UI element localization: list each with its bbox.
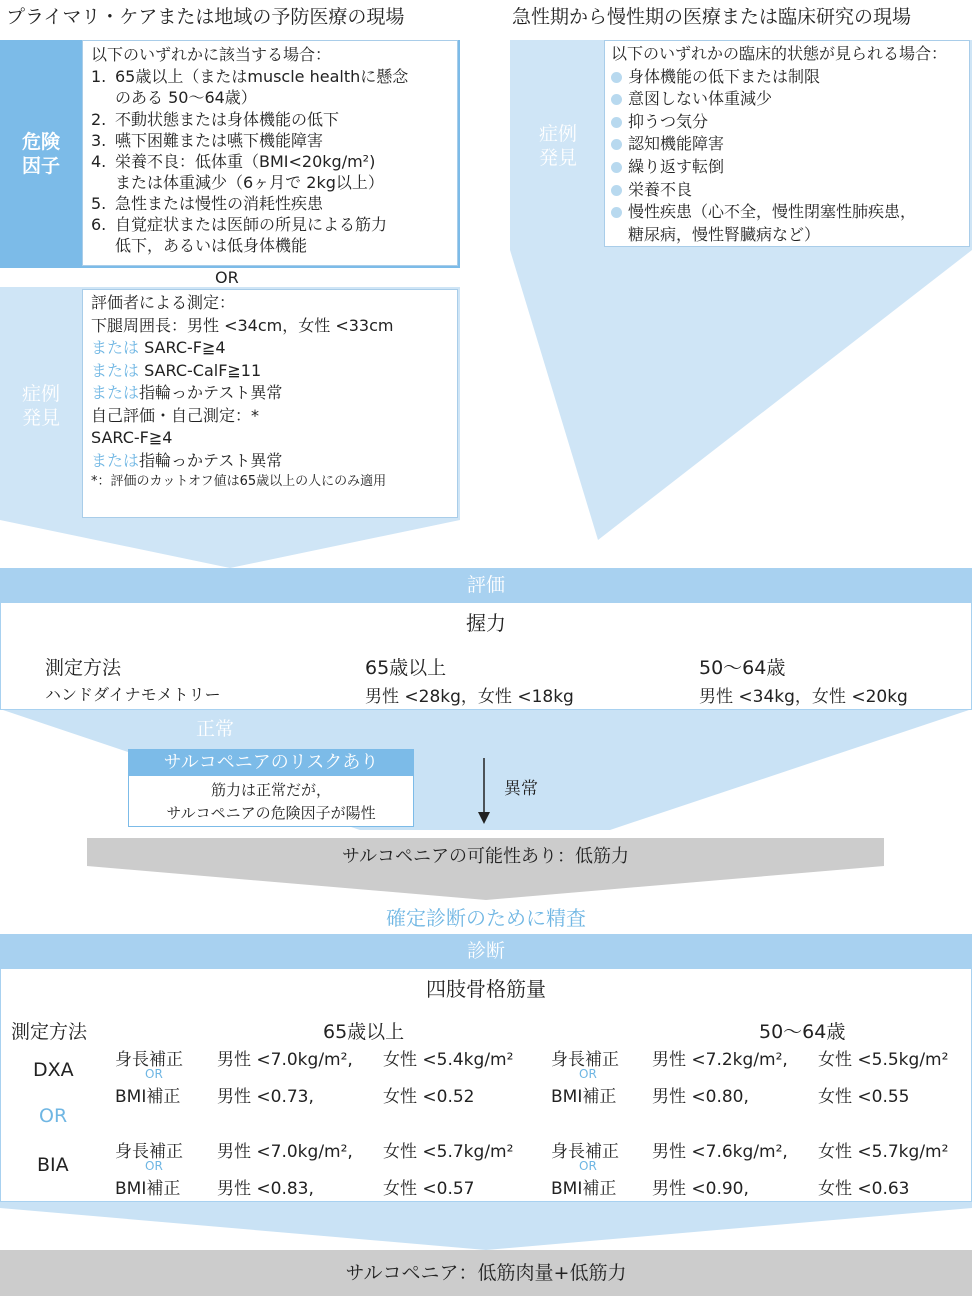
bia-50-height-male: 男性 <7.6kg/m²,: [652, 1142, 788, 1162]
grip-method: ハンドダイナモメトリー: [45, 685, 221, 704]
bia-50-height-female: 女性 <5.7kg/m²: [818, 1142, 949, 1162]
bullet-icon: [611, 72, 622, 83]
case-left-line-3: または SARC-F≧4: [91, 338, 226, 357]
case-left-line-4: または SARC-CalF≧11: [91, 360, 262, 380]
right-header: 急性期から慢性期の医療または臨床研究の現場: [512, 6, 912, 28]
risk-list: [91, 66, 457, 256]
bia-50-height-label: 身長補正: [551, 1142, 619, 1162]
dxa-50-bmi-female: 女性 <0.55: [818, 1087, 910, 1107]
case-right-item-7: 慢性疾患（心不全，慢性閉塞性肺疾患，: [611, 201, 969, 224]
dxa-50-bmi-label: BMI補正: [551, 1087, 617, 1107]
bullet-icon: [611, 207, 622, 218]
bia-65-height-female: 女性 <5.7kg/m²: [383, 1142, 514, 1162]
risk-item-2: 2. 不動状態または身体機能の低下: [91, 110, 340, 129]
dxa-50-bmi-male: 男性 <0.80,: [652, 1087, 749, 1107]
asm-age-50: 50〜64歳: [759, 1021, 846, 1043]
grip-values-65: 男性 <28kg，女性 <18kg: [365, 687, 574, 707]
grip-method-label: 測定方法: [45, 657, 122, 679]
grip-values-50: 男性 <34kg，女性 <20kg: [699, 687, 908, 707]
risk-of-sarcopenia-box: [128, 749, 414, 827]
case-right-side-label: 症例 発見: [538, 123, 577, 169]
grip-age-65: 65歳以上: [365, 657, 447, 679]
bia-65-bmi-female: 女性 <0.57: [383, 1179, 475, 1199]
risk-of-sarcopenia-line-2: サルコペニアの危険因子が陽性: [166, 804, 376, 822]
dxa-65-height-label: 身長補正: [115, 1050, 183, 1070]
case-left-line-1: 評価者による測定：: [91, 293, 236, 312]
case-left-side-label: 症例 発見: [21, 383, 60, 429]
dxa-65-or: OR: [145, 1067, 163, 1081]
bia-65-or: OR: [145, 1159, 163, 1173]
bia-50-or: OR: [579, 1159, 597, 1173]
grip-age-50: 50〜64歳: [699, 657, 786, 679]
bullet-icon: [611, 94, 622, 105]
left-header: プライマリ・ケアまたは地域の予防医療の現場: [6, 6, 405, 28]
case-right-item-1: 身体機能の低下または制限: [611, 66, 969, 89]
risk-item-6-cont: 低下，あるいは低身体機能: [115, 236, 308, 255]
normal-label: 正常: [196, 718, 235, 740]
grip-title: 握力: [466, 611, 506, 635]
case-right-item-6: 栄養不良: [611, 179, 969, 202]
case-left-footnote: *：評価のカットオフ値は65歳以上の人にのみ適用: [91, 474, 387, 489]
risk-item-1: 1. 65歳以上（またはmuscle healthに懸念: [91, 67, 409, 86]
dxa-65-bmi-label: BMI補正: [115, 1087, 181, 1107]
asm-title: 四肢骨格筋量: [426, 977, 546, 1001]
risk-of-sarcopenia-line-1: 筋力は正常だが，: [210, 781, 331, 799]
bia-label: BIA: [37, 1154, 69, 1176]
workup-label: 確定診断のために精査: [386, 906, 586, 930]
method-or: OR: [39, 1105, 68, 1127]
dxa-65-bmi-female: 女性 <0.52: [383, 1087, 475, 1107]
risk-side-label: 危険 因子: [21, 131, 60, 177]
risk-item-3: 3. 嚥下困難または嚥下機能障害: [91, 131, 324, 150]
bullet-icon: [611, 139, 622, 150]
asm-age-65: 65歳以上: [323, 1021, 405, 1043]
risk-box: [82, 40, 458, 266]
bia-50-bmi-label: BMI補正: [551, 1179, 617, 1199]
or-label: OR: [215, 268, 239, 287]
case-right-item-3: 抑うつ気分: [611, 111, 969, 134]
risk-item-6: 6. 自覚症状または医師の所見による筋力: [91, 215, 388, 234]
dxa-65-height-female: 女性 <5.4kg/m²: [383, 1050, 514, 1070]
case-left-line-5: または指輪っかテスト異常: [91, 383, 283, 402]
possible-sarcopenia: サルコペニアの可能性あり：低筋力: [341, 846, 630, 867]
case-right-item-5: 繰り返す転倒: [611, 156, 969, 179]
case-right-box: [604, 40, 970, 247]
dxa-50-or: OR: [579, 1067, 597, 1081]
risk-item-4-cont: または体重減少（6ヶ月で 2kg以上）: [115, 173, 384, 192]
bia-65-height-label: 身長補正: [115, 1142, 183, 1162]
bia-65-bmi-label: BMI補正: [115, 1179, 181, 1199]
case-left-line-2: 下腿周囲長：男性 <34cm，女性 <33cm: [91, 315, 394, 335]
case-right-item-2: 意図しない体重減少: [611, 88, 969, 111]
bullet-icon: [611, 162, 622, 173]
risk-item-1-cont: のある 50〜64歳）: [115, 88, 257, 107]
bia-50-bmi-male: 男性 <0.90,: [652, 1179, 749, 1199]
diagnosis-bar: 診断: [0, 934, 972, 968]
dxa-50-height-male: 男性 <7.2kg/m²,: [652, 1050, 788, 1070]
risk-item-4: 4. 栄養不良：低体重（BMI<20kg/m²): [91, 152, 376, 171]
case-left-line-6: 自己評価・自己測定：*: [91, 405, 260, 425]
risk-intro: 以下のいずれかに該当する場合：: [91, 45, 332, 64]
bullet-icon: [611, 117, 622, 128]
abnormal-label: 異常: [504, 779, 538, 799]
risk-of-sarcopenia-title: サルコペニアのリスクあり: [129, 750, 413, 776]
dxa-50-height-label: 身長補正: [551, 1050, 619, 1070]
dxa-65-bmi-male: 男性 <0.73,: [217, 1087, 314, 1107]
bia-65-height-male: 男性 <7.0kg/m²,: [217, 1142, 353, 1162]
risk-item-5: 5. 急性または慢性の消耗性疾患: [91, 194, 324, 213]
case-right-item-7-cont: 糖尿病，慢性腎臓病など）: [628, 224, 821, 244]
case-left-line-7: SARC-F≧4: [91, 428, 173, 447]
asm-method-label: 測定方法: [11, 1021, 88, 1043]
case-right-item-4: 認知機能障害: [611, 133, 969, 156]
bullet-icon: [611, 185, 622, 196]
bia-65-bmi-male: 男性 <0.83,: [217, 1179, 314, 1199]
bia-50-bmi-female: 女性 <0.63: [818, 1179, 910, 1199]
case-right-intro: 以下のいずれかの臨床的状態が見られる場合：: [611, 44, 948, 63]
dxa-label: DXA: [33, 1059, 74, 1081]
case-left-line-8: または指輪っかテスト異常: [91, 450, 283, 470]
dxa-50-height-female: 女性 <5.5kg/m²: [818, 1050, 949, 1070]
dxa-65-height-male: 男性 <7.0kg/m²,: [217, 1050, 353, 1070]
diagnosis-box: [0, 968, 972, 1202]
case-left-box: [82, 289, 458, 518]
assessment-box: [0, 602, 972, 710]
diagnosis-funnel-bg: [0, 1200, 972, 1250]
final-diagnosis: サルコペニア：低筋肉量+低筋力: [0, 1250, 972, 1296]
assessment-bar: 評価: [0, 568, 972, 602]
